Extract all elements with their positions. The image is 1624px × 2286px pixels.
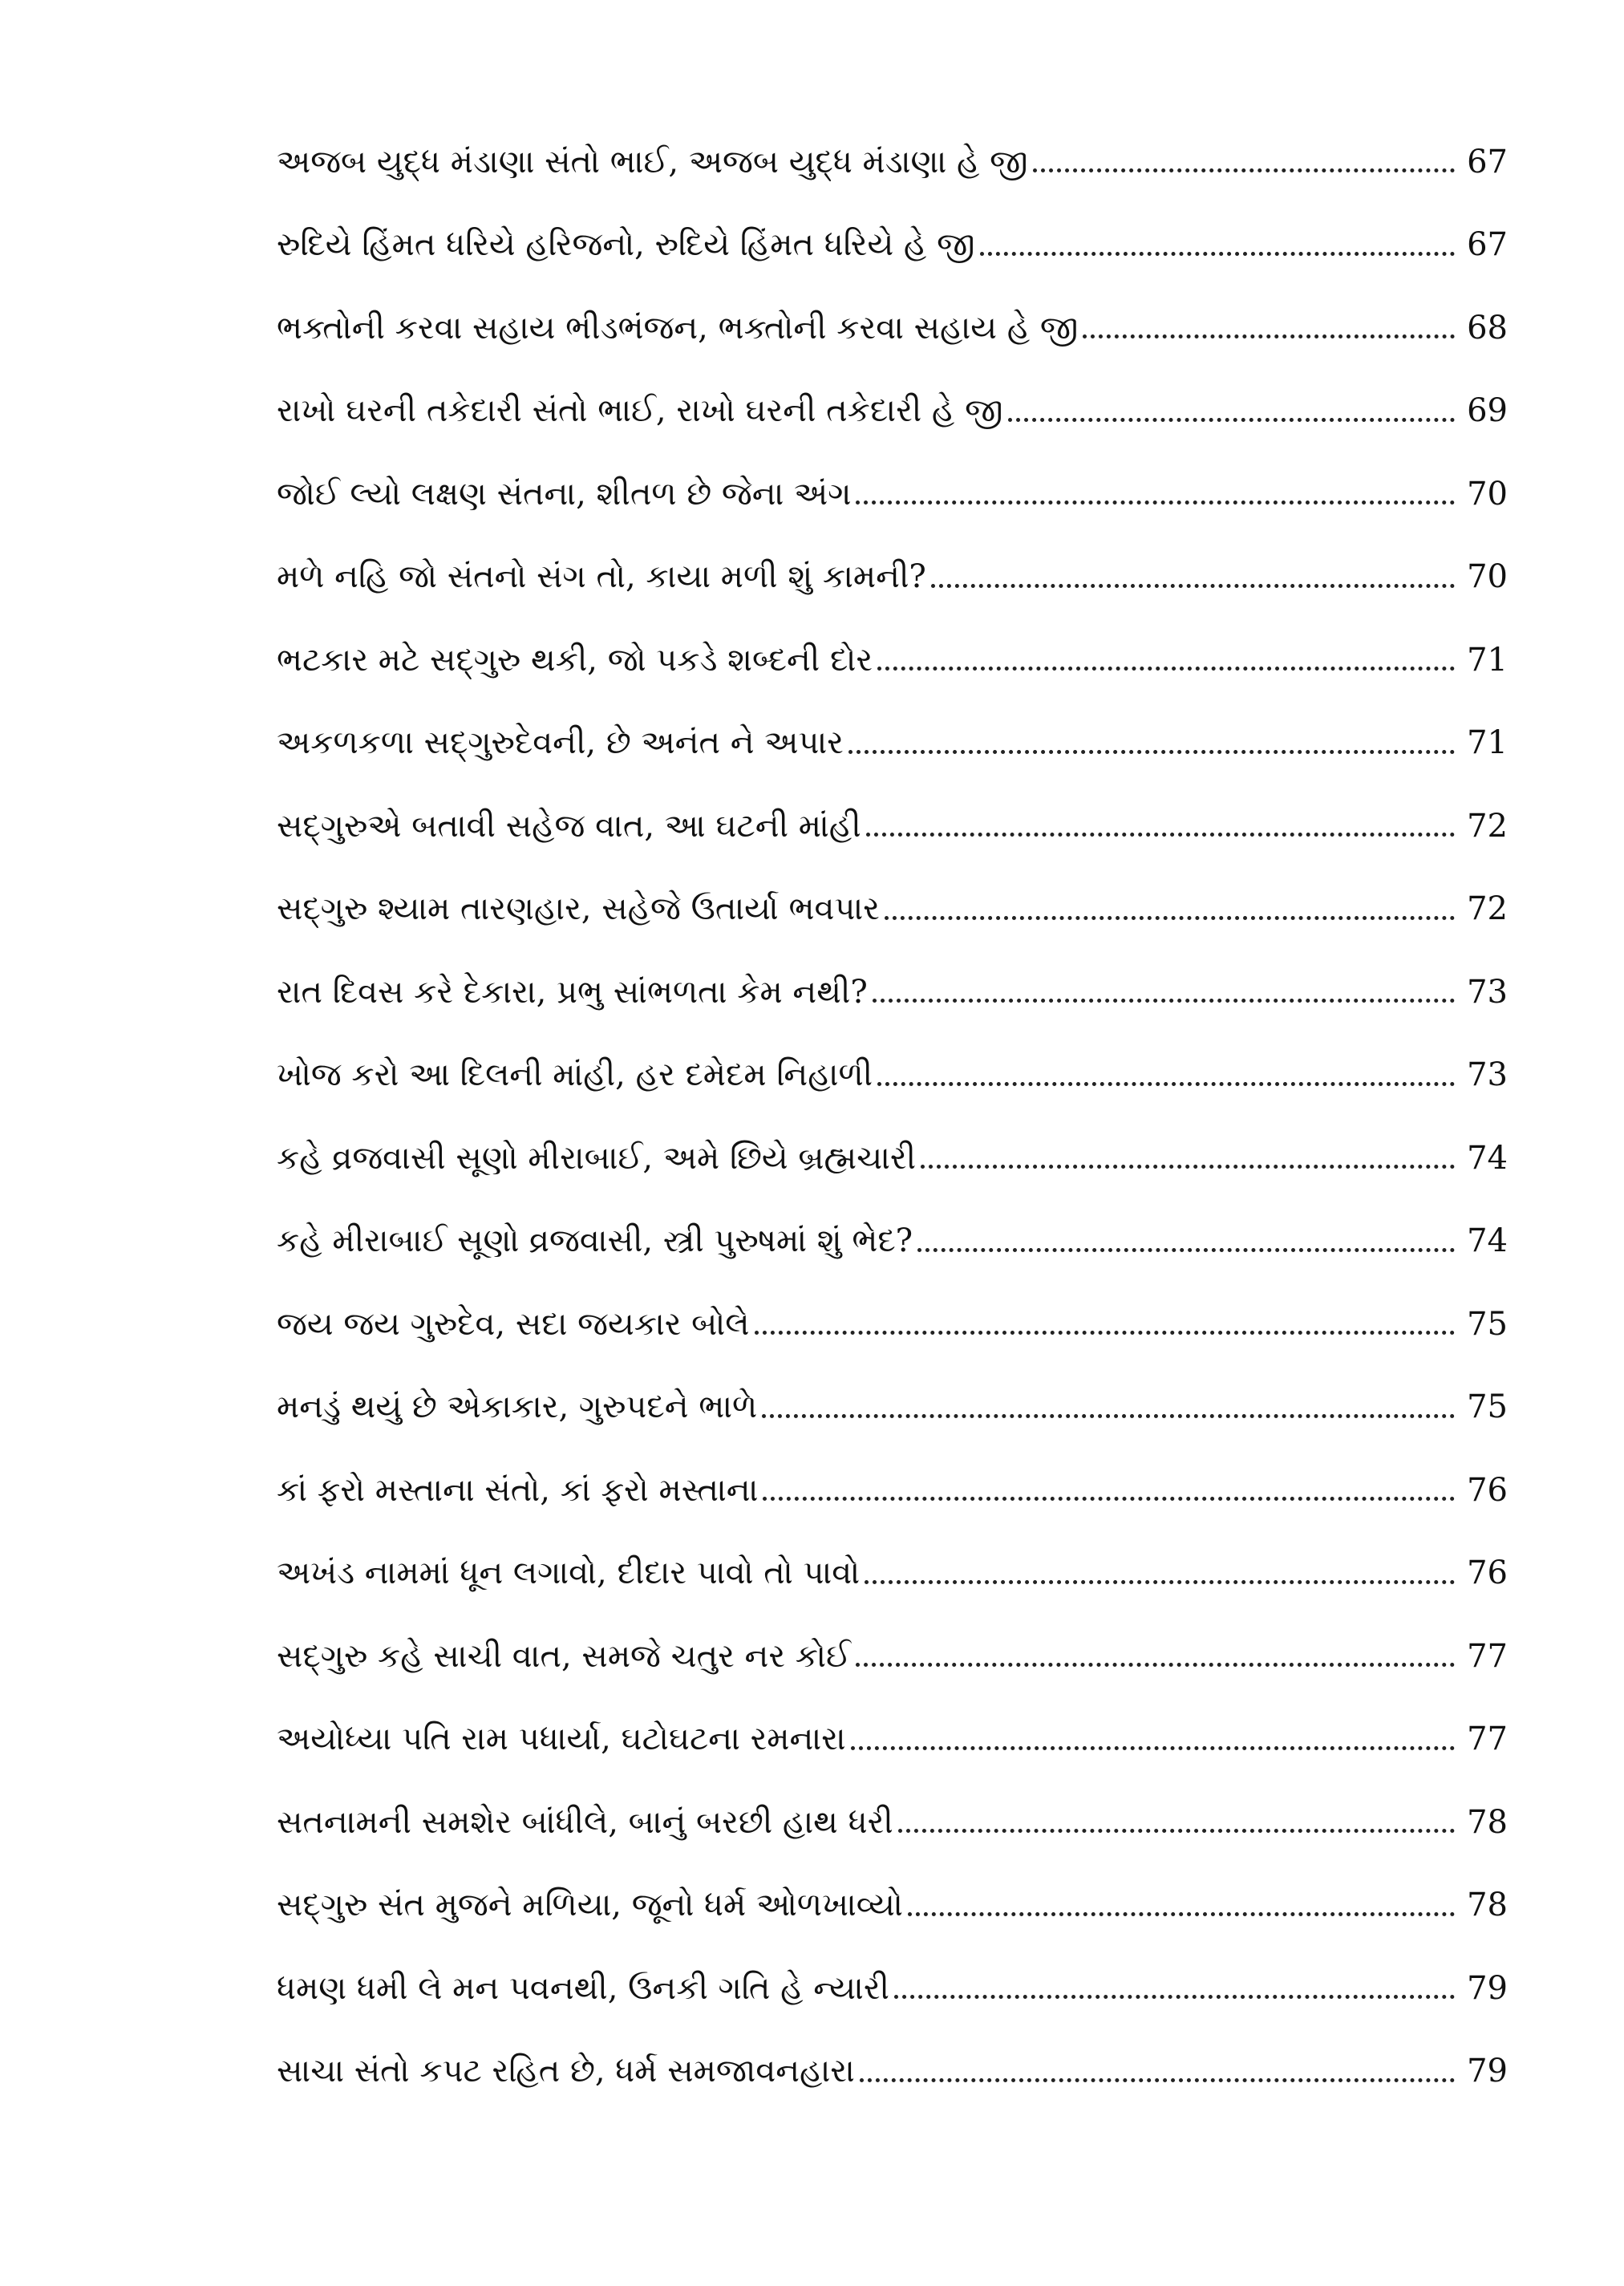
toc-entry-page-number: 74 bbox=[1467, 1222, 1508, 1260]
toc-entry-page-number: 73 bbox=[1467, 973, 1508, 1011]
toc-entry bbox=[277, 1532, 1508, 1615]
dot-leader bbox=[873, 999, 1455, 1003]
toc-entry bbox=[277, 1283, 1508, 1366]
toc-entry-page-number: 76 bbox=[1467, 1554, 1508, 1592]
toc-entry-title: કાં ફરો મસ્તાના સંતો, કાં ફરો મસ્તાના bbox=[277, 1471, 759, 1509]
toc-entry-title: રુદિયે હિંમત ધરિયે હરિજનો, રુદિયે હિંમત ધરિયે હે જી bbox=[277, 226, 975, 264]
toc-entry-page-number: 70 bbox=[1467, 558, 1508, 596]
toc-entry-title: સાચા સંતો કપટ રહિત છે, ધર્મ સમજાવનહારા bbox=[277, 2053, 855, 2090]
toc-entry-page-number: 74 bbox=[1467, 1139, 1508, 1177]
toc-entry-title: અયોધ્યા પતિ રામ પધાર્યા, ઘટોઘટના રમનારા bbox=[277, 1721, 846, 1758]
toc-entry-title: મનડું થયું છે એકાકાર, ગુરુપદને ભાળે bbox=[277, 1388, 758, 1426]
table-of-contents bbox=[277, 120, 1508, 2113]
dot-leader bbox=[848, 750, 1455, 754]
toc-entry bbox=[277, 1117, 1508, 1200]
toc-entry bbox=[277, 1947, 1508, 2030]
toc-entry-page-number: 67 bbox=[1467, 226, 1508, 264]
dot-leader bbox=[755, 1331, 1455, 1335]
toc-entry-page-number: 77 bbox=[1467, 1637, 1508, 1675]
toc-entry-page-number: 78 bbox=[1467, 1803, 1508, 1841]
toc-entry bbox=[277, 204, 1508, 287]
dot-leader bbox=[865, 1580, 1455, 1584]
toc-entry-page-number: 72 bbox=[1467, 807, 1508, 845]
toc-entry-title: કહે વ્રજવાસી સૂણો મીરાબાઈ, અમે છિયે બ્રહ્મચારી bbox=[277, 1139, 917, 1177]
toc-entry-title: ભક્તોની કરવા સહાય ભીડભંજન, ભક્તોની કરવા સહાય હે જી bbox=[277, 309, 1079, 347]
toc-entry bbox=[277, 1200, 1508, 1283]
dot-leader bbox=[856, 1663, 1455, 1667]
toc-entry-title: અકળકળા સદ્‌ગુરુદેવની, છે અનંત ને અપાર bbox=[277, 724, 844, 762]
toc-entry bbox=[277, 618, 1508, 702]
dot-leader bbox=[931, 584, 1455, 588]
dot-leader bbox=[1033, 168, 1455, 172]
toc-entry-title: જોઈ લ્યો લક્ષણ સંતના, શીતળ છે જેના અંગ bbox=[277, 475, 852, 513]
toc-entry bbox=[277, 868, 1508, 951]
toc-entry-title: અખંડ નામમાં ધૂન લગાવો, દીદાર પાવો તો પાવો bbox=[277, 1554, 861, 1592]
dot-leader bbox=[898, 1829, 1455, 1833]
toc-entry-page-number: 78 bbox=[1467, 1887, 1508, 1924]
toc-entry-title: રાખો ઘરની તકેદારી સંતો ભાઈ, રાખો ઘરની તકેદારી હે જી bbox=[277, 392, 1003, 430]
dot-leader bbox=[860, 2078, 1455, 2082]
dot-leader bbox=[885, 916, 1455, 920]
toc-entry bbox=[277, 1449, 1508, 1532]
dot-leader bbox=[921, 1165, 1455, 1169]
toc-entry-title: ધમણ ધમી લે મન પવનથી, ઉનકી ગતિ હે ન્યારી bbox=[277, 1969, 889, 2007]
toc-entry-page-number: 68 bbox=[1467, 309, 1508, 347]
dot-leader bbox=[856, 501, 1455, 505]
toc-entry-page-number: 70 bbox=[1467, 475, 1508, 513]
toc-entry-title: રાત દિવસ કરે દેકારા, પ્રભુ સાંભળતા કેમ નથી? bbox=[277, 973, 868, 1011]
toc-entry-title: સદ્‌ગુરુ કહે સાચી વાત, સમજે ચતુર નર કોઈ bbox=[277, 1637, 851, 1675]
toc-entry bbox=[277, 286, 1508, 370]
toc-entry-title: સદ્‌ગુરુ શ્યામ તારણહાર, સહેજે ઉતાર્યા ભવપાર bbox=[277, 890, 880, 928]
toc-entry bbox=[277, 452, 1508, 536]
toc-entry-page-number: 67 bbox=[1467, 143, 1508, 180]
toc-entry bbox=[277, 702, 1508, 785]
dot-leader bbox=[877, 667, 1455, 671]
toc-entry-title: સતનામની સમશેર બાંધીલે, બાનું બરછી હાથ ધરી bbox=[277, 1803, 893, 1841]
dot-leader bbox=[908, 1912, 1455, 1916]
dot-leader bbox=[763, 1497, 1455, 1501]
toc-entry-title: સદ્‌ગુરુએ બતાવી સહેજ વાત, આ ઘટની માંહી bbox=[277, 807, 861, 845]
toc-entry-page-number: 77 bbox=[1467, 1721, 1508, 1758]
toc-entry-page-number: 73 bbox=[1467, 1056, 1508, 1094]
toc-entry-page-number: 75 bbox=[1467, 1388, 1508, 1426]
toc-entry-page-number: 76 bbox=[1467, 1471, 1508, 1509]
toc-entry-page-number: 71 bbox=[1467, 641, 1508, 679]
toc-entry-title: મળે નહિ જો સંતનો સંગ તો, કાયા મળી શું કામની? bbox=[277, 558, 926, 596]
dot-leader bbox=[1008, 418, 1455, 422]
dot-leader bbox=[762, 1414, 1455, 1418]
toc-entry-page-number: 71 bbox=[1467, 724, 1508, 762]
toc-entry-page-number: 79 bbox=[1467, 1969, 1508, 2007]
toc-entry bbox=[277, 1615, 1508, 1698]
toc-entry-page-number: 79 bbox=[1467, 2053, 1508, 2090]
toc-entry-title: ખોજ કરો આ દિલની માંહી, હર દમેદમ નિહાળી bbox=[277, 1056, 873, 1094]
toc-entry bbox=[277, 536, 1508, 619]
toc-entry bbox=[277, 1034, 1508, 1117]
toc-entry-title: ભટકાર મટે સદ્‌ગુરુ થકી, જો પકડે શબ્દની દોર bbox=[277, 641, 873, 679]
toc-entry bbox=[277, 370, 1508, 453]
toc-entry bbox=[277, 1366, 1508, 1449]
dot-leader bbox=[894, 1995, 1455, 1999]
toc-entry bbox=[277, 120, 1508, 204]
toc-entry-title: અજબ યુદ્ધ મંડાણા સંતો ભાઈ, અજબ યુદ્ધ મંડાણા હે જી bbox=[277, 143, 1028, 180]
dot-leader bbox=[866, 833, 1455, 837]
toc-entry bbox=[277, 1781, 1508, 1864]
toc-entry-title: સદ્‌ગુરુ સંત મુજને મળિયા, જૂનો ધર્મ ઓળખાવ્યો bbox=[277, 1887, 903, 1924]
dot-leader bbox=[917, 1248, 1455, 1252]
toc-entry bbox=[277, 1698, 1508, 1781]
toc-entry-title: જય જય ગુરુદેવ, સદા જયકાર બોલે bbox=[277, 1305, 750, 1343]
toc-entry-page-number: 75 bbox=[1467, 1305, 1508, 1343]
toc-entry-page-number: 72 bbox=[1467, 890, 1508, 928]
toc-entry-page-number: 69 bbox=[1467, 392, 1508, 430]
dot-leader bbox=[1083, 334, 1455, 338]
dot-leader bbox=[877, 1082, 1455, 1086]
toc-entry-title: કહે મીરાબાઈ સૂણો વ્રજવાસી, સ્ત્રી પુરુષમાં શું ભેદ? bbox=[277, 1222, 913, 1260]
dot-leader bbox=[851, 1746, 1455, 1750]
toc-entry bbox=[277, 950, 1508, 1034]
dot-leader bbox=[980, 252, 1455, 256]
toc-entry bbox=[277, 2030, 1508, 2114]
toc-entry bbox=[277, 1864, 1508, 1948]
toc-entry bbox=[277, 784, 1508, 868]
